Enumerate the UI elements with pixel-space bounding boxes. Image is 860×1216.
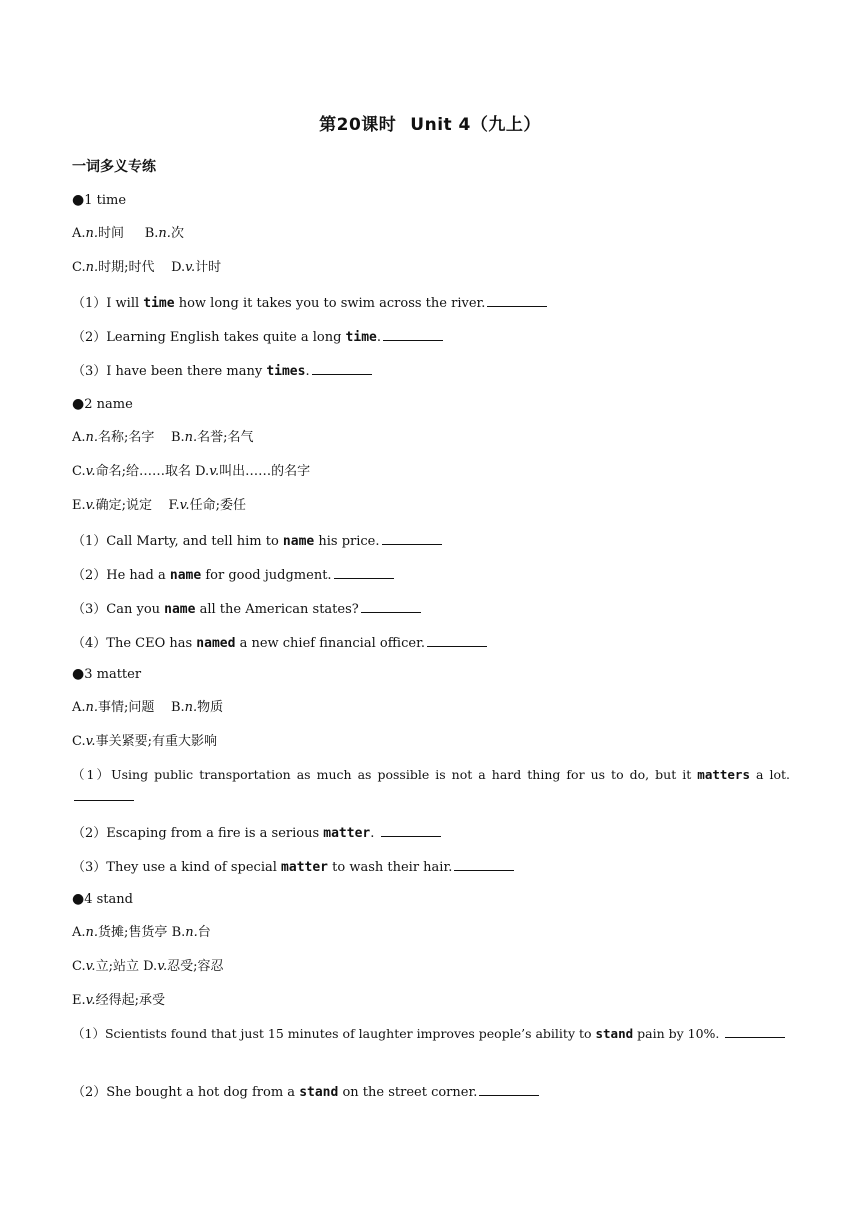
target-word: matters [697, 767, 750, 782]
practice-sentence: （1）Scientists found that just 15 minutes of laughter improves people’s ability to stand pain by 10%. [72, 1023, 790, 1045]
answer-blank[interactable] [334, 566, 394, 579]
answer-blank[interactable] [383, 328, 443, 341]
definition-options: E.v.经得起;承受 [72, 993, 165, 1008]
definition-options: A.n.事情;问题 B.n.物质 [72, 700, 224, 715]
definition-options: C.v.命名;给……取名 D.v.叫出……的名字 [72, 464, 311, 479]
word-heading: ●1 time [72, 192, 127, 208]
word-heading: ●2 name [72, 396, 133, 412]
target-word: named [196, 636, 236, 651]
target-word: time [345, 330, 377, 345]
target-word: matter [323, 826, 371, 841]
definition-options: C.v.事关紧要;有重大影响 [72, 734, 217, 749]
answer-blank[interactable] [427, 634, 487, 647]
target-word: times [266, 364, 306, 379]
practice-sentence: （1）I will time how long it takes you to swim across the river. [72, 294, 547, 312]
definition-options: C.v.立;站立 D.v.忍受;容忍 [72, 959, 224, 974]
bullet-icon: ● [72, 666, 85, 682]
target-word: stand [595, 1026, 634, 1041]
target-word: matter [281, 860, 329, 875]
target-word: stand [299, 1085, 339, 1100]
page-title [0, 110, 860, 135]
practice-sentence: （2）Learning English takes quite a long time. [72, 328, 443, 346]
target-word: name [282, 534, 315, 549]
definition-options: E.v.确定;说定 F.v.任命;委任 [72, 498, 246, 513]
answer-blank[interactable] [361, 600, 421, 613]
bullet-icon: ● [72, 891, 85, 907]
bullet-icon: ● [72, 192, 85, 208]
bullet-icon: ● [72, 396, 85, 412]
section-heading: 一词多义专练 [72, 159, 156, 175]
word-heading: ●4 stand [72, 891, 133, 907]
answer-blank[interactable] [381, 824, 441, 837]
answer-blank[interactable] [487, 294, 547, 307]
practice-sentence: （3）Can you name all the American states? [72, 600, 421, 618]
practice-sentence: （1）Call Marty, and tell him to name his price. [72, 532, 442, 550]
target-word: time [143, 296, 175, 311]
answer-blank[interactable] [312, 362, 372, 375]
definition-options: C.n.时期;时代 D.v.计时 [72, 260, 222, 275]
answer-blank[interactable] [454, 858, 514, 871]
practice-sentence: （4）The CEO has named a new chief financial officer. [72, 634, 487, 652]
answer-blank[interactable] [479, 1083, 539, 1096]
target-word: name [164, 602, 196, 617]
practice-sentence: （3）They use a kind of special matter to wash their hair. [72, 858, 514, 876]
unit-label: Unit 4（九上） [410, 115, 541, 135]
definition-options: A.n.时间 B.n.次 [72, 226, 184, 241]
answer-blank[interactable] [74, 788, 134, 801]
definition-options: A.n.货摊;售货亭 B.n.台 [72, 925, 211, 940]
practice-sentence: （2）She bought a hot dog from a stand on the street corner. [72, 1083, 539, 1101]
definition-options: A.n.名称;名字 B.n.名誉;名气 [72, 430, 254, 445]
word-heading: ●3 matter [72, 666, 142, 682]
practice-sentence: （1）Using public transportation as much as possible is not a hard thing for us to do, but it matters a lot. [72, 764, 790, 808]
answer-blank[interactable] [725, 1025, 785, 1038]
practice-sentence: （2）He had a name for good judgment. [72, 566, 394, 584]
answer-blank[interactable] [382, 532, 442, 545]
practice-sentence: （3）I have been there many times. [72, 362, 372, 380]
practice-sentence: （2）Escaping from a fire is a serious matter. [72, 824, 441, 842]
target-word: name [169, 568, 202, 583]
lesson-label: 第20课时 [319, 115, 397, 135]
